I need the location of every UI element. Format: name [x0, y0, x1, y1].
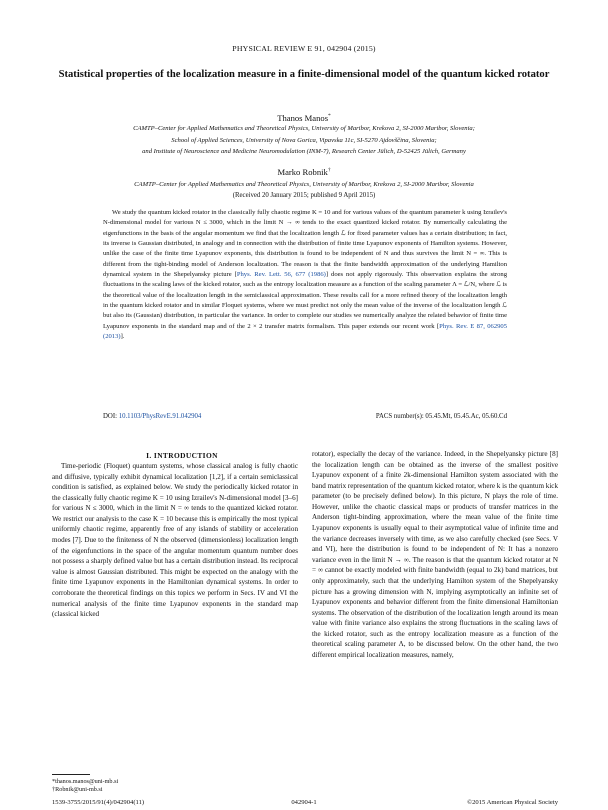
author-1 [0, 113, 608, 123]
footnote-2: †Robnik@uni-mb.si [52, 786, 103, 793]
abstract-text-2: ] does not apply rigorously. This observation explains the strong fluctuations in the scaling laws of the kicked rotator, such as the entropy localization measure as a function of the scaling parameter Λ = ℒ/N, where ℒ is the theoretical value of the localization length in the semiclassical approximation. These results call for a more refined theory of the localization length in the quantum kicked rotator and in similar Floquet systems, where we must predict not only the mean value of the inverse of the localization length ℒ but also its (Gaussian) distribution, in particular the variance. In order to complete our studies we numerically analyze the related behavior of finite time Lyapunov exponents in the standard map and of the 2 × 2 transfer matrix formalism. This paper extends our recent work [ [103, 271, 508, 330]
left-column-text: Time-periodic (Floquet) quantum systems, whose classical analog is fully chaotic and diffusive, typically exhibit dynamical localization [1,2], if a certain semiclassical condition is satisfied, as explained below. We study the periodically kicked rotator in the classically fully chaotic regime K = 10 using Izrailev's N-dimensional model [3–6] for various N ≤ 3000, which in the limit N = ∞ tends to the quantized kicked rotator. We restrict our analysis to the case K = 10 because this is empirically the most typical uniformly chaotic regime, apparently free of any islands of stability or acceleration modes [7]. Due to the finiteness of N the observed (dimensionless) localization length of the eigenfunctions in the space of the angular momentum quantum number does not possess a sharply defined value but has a certain distribution instead. Its reciprocal value is almost Gaussian distributed. This might be expected on the analogy with the finite time Lyapunov exponents in the Hamiltonian dynamical systems. In order to corroborate the theoretical findings on this topics we perform in Secs. IV and VI the numerical analysis of the finite time Lyapunov exponents in the standard map (classical kicked [52, 462, 298, 619]
doi-link[interactable]: 10.1103/PhysRevE.91.042904 [118, 413, 202, 420]
received-dates: (Received 20 January 2015; published 9 April 2015) [232, 192, 376, 199]
section-heading: I. INTRODUCTION [146, 451, 218, 460]
footnote-rule [52, 774, 90, 775]
left-column [52, 461, 298, 620]
footer-page: 042904-1 [291, 799, 317, 806]
author-2 [0, 167, 608, 177]
abstract [103, 208, 507, 342]
author-1-name: Thanos Manos [277, 113, 329, 123]
doi [103, 413, 201, 420]
abstract-text-3: ]. [120, 333, 125, 341]
footnote-1: *thanos.manos@uni-mb.si [52, 778, 119, 785]
pacs-numbers: PACS number(s): 05.45.Mt, 05.45.Ac, 05.60.Cd [375, 413, 507, 420]
right-column [312, 449, 558, 661]
author-1-mark: * [328, 113, 331, 120]
paper-title: Statistical properties of the localization measure in a finite-dimensional model of the quantum kicked rotator [58, 69, 550, 80]
right-column-text: rotator), especially the decay of the variance. Indeed, in the Shepelyansky picture [8] the localization length can be obtained as the inverse of the smallest positive Lyapunov exponent of a finite 2k-dimensional Hamilton system associated with the band matrix representation of the quantum kicked rotator, where k is the quantum kick parameter (to be precisely defined below). In this picture, N plays the role of time. However, unlike the chaotic classical maps or products of transfer matrices in the Anderson tight-binding approximation, where the mean value of the finite time Lyapunov exponents is usually equal to their asymptotical value of infinite time and the variance decreases inversely with time, as we also carefully checked (see Secs. V and VI), here the distribution is found to be independent of N: It has a nonzero variance even in the limit N → ∞. The reason is that the quantum kicked rotator at N = ∞ cannot be exactly modeled with finite bandwidth (equal to 2k) band matrices, but only approximately, such that the underlying Hamilton system of the Shepelyansky picture has a growing dimension with N, implying asymptotically an infinite set of Lyapunov exponents and behavior different from the finite dimensional Hamiltonian systems. The observation of the distribution of the localization length around its mean value with finite variance also explains the strong fluctuations in the scaling laws of the kicked rotator, such as the entropy localization measure as a function of the theoretical scaling parameter Λ, to be discussed below. On the other hand, the two different empirical localization measures, namely, [312, 450, 558, 659]
author-2-mark: † [327, 167, 331, 174]
affiliation-1a: CAMTP–Center for Applied Mathematics and Theoretical Physics, University of Maribor, Krekova 2, SI-2000 Maribor, Slovenia; [133, 125, 475, 132]
abstract-citation-2[interactable]: Phys. Rev. E 87, 062905 (2013) [103, 322, 508, 341]
author-2-name: Marko Robnik [277, 167, 328, 177]
abstract-citation-1[interactable]: Phys. Rev. Lett. 56, 677 (1986) [236, 271, 326, 279]
affiliation-2: CAMTP–Center for Applied Mathematics and Theoretical Physics, University of Maribor, Krekova 2, SI-2000 Maribor, Slovenia [134, 181, 474, 188]
abstract-text-1: We study the quantum kicked rotator in the classically fully chaotic regime K = 10 and for various values of the quantum parameter k using Izrailev's N-dimensional model for various N ≤ 3000, which in the limit N → ∞ tends to the exact quantized kicked rotator. By numerically calculating the eigenfunctions in the basis of the angular momentum we find that the localization length ℒ for fixed parameter values has a certain distribution; in fact, its inverse is Gaussian distributed, in analogy and in connection with the distribution of finite time Lyapunov exponents of Hamilton systems. However, unlike the case of the finite time Lyapunov exponents, this distribution is found to be independent of N and thus survives the limit N = ∞. This is different from the tight-binding model of Anderson localization. The reason is that the finite bandwidth approximation of the underlying Hamilton dynamical system in the Shepelyansky picture [ [103, 209, 507, 279]
doi-label: DOI: [103, 413, 117, 420]
footer-issn: 1539-3755/2015/91(4)/042904(11) [52, 799, 145, 806]
affiliation-1c: and Institute of Neuroscience and Medicine Neuromodulation (INM-7), Research Center Jülich, D-52425 Jülich, Germany [142, 148, 466, 155]
affiliation-1b: School of Applied Sciences, University of Nova Gorica, Vipavska 11c, SI-5270 Ajdovščina, Slovenia; [171, 137, 437, 144]
footer-copyright: ©2015 American Physical Society [467, 799, 558, 806]
journal-header: PHYSICAL REVIEW E 91, 042904 (2015) [232, 44, 376, 53]
